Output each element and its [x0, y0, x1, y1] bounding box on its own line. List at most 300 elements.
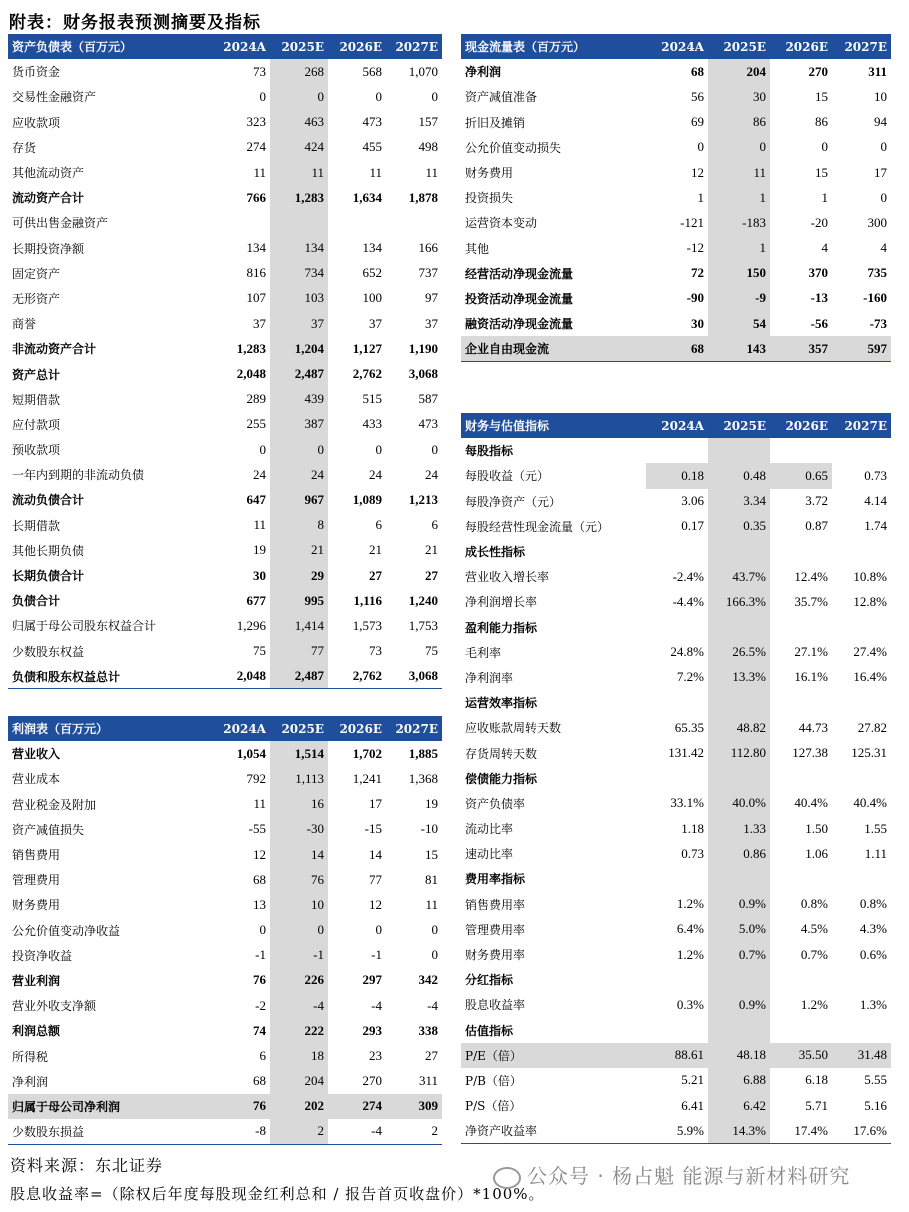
row-label: 净利润: [465, 65, 502, 80]
cell-value: 0: [259, 88, 266, 104]
cell-value: 75: [253, 643, 266, 659]
row-label: 负债和股东权益总计: [8, 664, 218, 689]
table-row: [8, 766, 442, 791]
cell-value: 4: [880, 240, 887, 256]
cell-value: 323: [246, 114, 266, 130]
cell-value: 1,113: [270, 766, 328, 791]
cell-value: 311: [868, 63, 887, 79]
table-row: [461, 740, 891, 765]
table-row: [8, 311, 442, 336]
table-row: [461, 892, 891, 917]
table-row: [8, 84, 442, 109]
cell-value: 1.2%: [800, 996, 828, 1012]
cell-value: 11: [253, 796, 266, 812]
row-label: 商誉: [12, 317, 37, 332]
cell-value: 816: [246, 265, 266, 281]
cell-value: 21: [270, 538, 328, 563]
cell-value: 24: [425, 466, 438, 482]
cell-value: 16.1%: [794, 669, 828, 685]
cell-value: 40.4%: [794, 795, 828, 811]
row-label: 营业利润: [12, 973, 61, 988]
cell-value: 11: [708, 160, 770, 185]
row-label: 盈利能力指标: [465, 620, 538, 635]
table-row: [461, 110, 891, 135]
cell-value: 33.1%: [670, 795, 704, 811]
cell-value: 68: [253, 1073, 266, 1089]
cell-value: 3,068: [386, 664, 442, 689]
cell-value: [328, 210, 386, 235]
cell-value: 1,753: [408, 617, 438, 633]
cell-value: 1.11: [864, 845, 887, 861]
cell-value: 157: [418, 114, 438, 130]
row-label: 预收款项: [12, 443, 61, 458]
row-label: 长期投资净额: [12, 241, 85, 256]
header-cell: 2024A: [218, 716, 270, 741]
cell-value: 0.73: [681, 845, 704, 861]
cell-value: 131.42: [668, 745, 704, 761]
cell-value: 0.8%: [859, 896, 887, 912]
cell-value: 21: [369, 542, 382, 558]
cell-value: 370: [808, 265, 828, 281]
cell-value: [770, 438, 832, 463]
row-label: 费用率指标: [465, 872, 526, 887]
cell-value: 2,762: [352, 366, 382, 382]
row-label: 归属于母公司净利润: [8, 1094, 218, 1119]
cell-value: 0: [697, 139, 704, 155]
row-label: P/S（倍）: [465, 1099, 522, 1114]
cell-value: 5.0%: [708, 917, 770, 942]
cell-value: 24.8%: [670, 644, 704, 660]
cell-value: 24: [253, 466, 266, 482]
wechat-icon: [493, 1167, 521, 1189]
cell-value: 0: [880, 189, 887, 205]
cell-value: 6.4%: [676, 921, 704, 937]
cell-value: 6: [259, 1048, 266, 1064]
table-row: [8, 867, 442, 892]
table-row: [461, 715, 891, 740]
table-row: [461, 640, 891, 665]
cell-value: 31.48: [832, 1043, 891, 1068]
cell-value: 309: [386, 1094, 442, 1119]
cell-value: 27.1%: [794, 644, 828, 660]
cell-value: 1.18: [681, 820, 704, 836]
table-row: [8, 236, 442, 261]
cell-value: 677: [246, 592, 266, 608]
cell-value: 19: [253, 542, 266, 558]
cell-value: 473: [362, 114, 382, 130]
table-row: [461, 690, 891, 715]
cell-value: -73: [869, 315, 887, 331]
row-label: 所得税: [12, 1049, 49, 1064]
cell-value: 1,204: [270, 336, 328, 361]
cell-value: -183: [708, 210, 770, 235]
table-row: [461, 135, 891, 160]
cell-value: 4.14: [864, 493, 887, 509]
cell-value: [646, 615, 708, 640]
cell-value: [646, 438, 708, 463]
table-row: [8, 563, 442, 588]
cell-value: 463: [270, 110, 328, 135]
cell-value: 0.8%: [800, 896, 828, 912]
table-row: [8, 210, 442, 235]
cell-value: 647: [246, 491, 266, 507]
cell-value: 1,885: [408, 745, 438, 761]
row-label: 资产减值损失: [12, 822, 85, 837]
row-label: 非流动资产合计: [12, 342, 97, 357]
table-row: [461, 564, 891, 589]
cell-value: 1,070: [408, 63, 438, 79]
header-cell: 2024A: [218, 34, 270, 59]
cell-value: 15: [425, 846, 438, 862]
cell-value: 1,283: [270, 185, 328, 210]
cell-value: 134: [270, 236, 328, 261]
cell-value: 30: [691, 315, 704, 331]
table-header: [8, 34, 442, 59]
cell-value: 94: [874, 114, 887, 130]
row-label: 存货: [12, 140, 37, 155]
row-label: 财务费用率: [465, 948, 526, 963]
cell-value: 30: [253, 567, 266, 583]
row-label: 财务费用: [12, 898, 61, 913]
cell-value: 6: [375, 517, 382, 533]
row-label: 交易性金融资产: [12, 90, 97, 105]
row-label: 负债合计: [12, 594, 61, 609]
table-row: [8, 968, 442, 993]
table-row: [461, 463, 891, 488]
table-row: [8, 387, 442, 412]
row-label: 营业成本: [12, 772, 61, 787]
cell-value: 0: [259, 441, 266, 457]
cell-value: -2.4%: [672, 568, 704, 584]
row-label: 少数股东权益: [12, 644, 85, 659]
cell-value: -121: [680, 214, 704, 230]
table-row: [461, 589, 891, 614]
row-label: 应付款项: [12, 417, 61, 432]
cell-value: 3,068: [408, 366, 438, 382]
cell-value: 12: [369, 896, 382, 912]
cell-value: [770, 539, 832, 564]
cell-value: 766: [246, 189, 266, 205]
table-row: [8, 741, 442, 766]
cell-value: 5.55: [864, 1072, 887, 1088]
cell-value: 1: [697, 189, 704, 205]
table-row: [461, 438, 891, 463]
cell-value: 77: [369, 871, 382, 887]
table-row: [461, 210, 891, 235]
cell-value: 3.06: [681, 493, 704, 509]
cell-value: 4: [821, 240, 828, 256]
header-cell: 2025E: [270, 716, 328, 741]
row-label: 每股净资产（元）: [465, 494, 562, 509]
cell-value: 0: [375, 922, 382, 938]
cell-value: 37: [425, 315, 438, 331]
row-label: 少数股东损益: [8, 1119, 218, 1144]
table-row: [8, 412, 442, 437]
cell-value: 357: [770, 336, 832, 361]
cell-value: -4: [371, 997, 382, 1013]
row-label: 毛利率: [465, 645, 502, 660]
cell-value: 0: [270, 918, 328, 943]
cashflow-table: [461, 34, 891, 362]
cell-value: 18: [270, 1043, 328, 1068]
cell-value: [832, 1018, 891, 1043]
balance-sheet-table: [8, 34, 442, 689]
cell-value: 19: [425, 796, 438, 812]
cell-value: 455: [362, 139, 382, 155]
cell-value: 11: [253, 164, 266, 180]
row-label: 一年内到期的非流动负债: [12, 468, 145, 483]
table-row: [8, 1094, 442, 1119]
row-label: 每股指标: [465, 444, 514, 459]
cell-value: 3.72: [805, 493, 828, 509]
cell-value: 0: [270, 437, 328, 462]
cell-value: [218, 210, 270, 235]
cell-value: 1.06: [805, 845, 828, 861]
cell-value: -55: [248, 821, 266, 837]
cell-value: 202: [270, 1094, 328, 1119]
cell-value: -90: [686, 290, 704, 306]
cell-value: 473: [418, 416, 438, 432]
cell-value: 0.87: [805, 518, 828, 534]
cell-value: 0.86: [708, 841, 770, 866]
cell-value: 30: [708, 84, 770, 109]
cell-value: 29: [270, 563, 328, 588]
cell-value: 13: [253, 896, 266, 912]
cell-value: 0.48: [708, 463, 770, 488]
cell-value: 77: [270, 639, 328, 664]
cell-value: 2,048: [236, 366, 266, 382]
cell-value: 127.38: [792, 745, 828, 761]
cell-value: [832, 690, 891, 715]
cell-value: 35.50: [770, 1043, 832, 1068]
cell-value: [832, 438, 891, 463]
header-cell: 资产负债表（百万元）: [8, 34, 218, 59]
cell-value: 568: [362, 63, 382, 79]
cell-value: 1,414: [270, 613, 328, 638]
cell-value: 338: [418, 1022, 438, 1038]
cell-value: 2,487: [270, 664, 328, 689]
cell-value: 0.73: [864, 467, 887, 483]
cell-value: 297: [362, 972, 382, 988]
row-label: 利润总额: [12, 1024, 61, 1039]
table-row: [8, 59, 442, 84]
cell-value: 1,116: [353, 592, 382, 608]
table-row: [8, 513, 442, 538]
table-row: [461, 160, 891, 185]
cell-value: 1,213: [408, 491, 438, 507]
cell-value: 6: [431, 517, 438, 533]
cell-value: -20: [810, 214, 828, 230]
header-cell: 2027E: [832, 34, 891, 59]
cell-value: 0: [375, 441, 382, 457]
cell-value: 1,240: [408, 592, 438, 608]
cell-value: 387: [270, 412, 328, 437]
row-label: 分红指标: [465, 973, 514, 988]
cell-value: 48.18: [708, 1043, 770, 1068]
cell-value: 289: [246, 391, 266, 407]
table-row: [8, 792, 442, 817]
cell-value: 4.3%: [859, 921, 887, 937]
cell-value: 81: [425, 871, 438, 887]
table-row: [461, 816, 891, 841]
cell-value: 1,283: [236, 340, 266, 356]
cell-value: [646, 1018, 708, 1043]
row-label: 营业外收支净额: [12, 999, 97, 1014]
cell-value: 0: [259, 922, 266, 938]
row-label: 管理费用: [12, 873, 61, 888]
cell-value: 0: [375, 88, 382, 104]
table-row: [8, 462, 442, 487]
row-label: 营业税金及附加: [12, 797, 97, 812]
cell-value: 737: [418, 265, 438, 281]
table-row: [8, 160, 442, 185]
page-title: 附表：财务报表预测摘要及指标: [9, 13, 261, 33]
cell-value: 103: [270, 286, 328, 311]
row-label: 其他: [465, 241, 490, 256]
cell-value: 16.4%: [853, 669, 887, 685]
cell-value: 0: [880, 139, 887, 155]
table-row: [461, 917, 891, 942]
table-row: [8, 842, 442, 867]
row-label: 折旧及摊销: [465, 115, 526, 130]
header-cell: 2027E: [386, 34, 442, 59]
cell-value: [770, 866, 832, 891]
table-row: [8, 1018, 442, 1043]
cell-value: 44.73: [798, 719, 828, 735]
row-label: 营业收入: [12, 747, 61, 762]
cell-value: 1: [708, 236, 770, 261]
header-cell: 利润表（百万元）: [8, 716, 218, 741]
cell-value: 14.3%: [708, 1118, 770, 1143]
table-row: [8, 538, 442, 563]
cell-value: 16: [270, 792, 328, 817]
cell-value: 0: [431, 947, 438, 963]
table-row: [461, 942, 891, 967]
cell-value: 143: [708, 336, 770, 361]
cell-value: 10: [874, 88, 887, 104]
cell-value: 40.0%: [708, 791, 770, 816]
cell-value: 73: [253, 63, 266, 79]
cell-value: -15: [364, 821, 382, 837]
cell-value: 10: [270, 892, 328, 917]
cell-value: 1,089: [352, 491, 382, 507]
table-header: [461, 413, 891, 438]
cell-value: 792: [246, 770, 266, 786]
table-row: [461, 1093, 891, 1118]
cell-value: 6.41: [681, 1097, 704, 1113]
cell-value: 424: [270, 135, 328, 160]
table-row: [8, 110, 442, 135]
cell-value: 134: [246, 240, 266, 256]
cell-value: 27: [425, 567, 438, 583]
table-row: [8, 1069, 442, 1094]
cell-value: 5.21: [681, 1072, 704, 1088]
watermark-text: 公众号 · 杨占魁 能源与新材料研究: [527, 1164, 851, 1188]
cell-value: 268: [270, 59, 328, 84]
cell-value: 166: [418, 240, 438, 256]
cell-value: 1,702: [352, 745, 382, 761]
table-header: [8, 716, 442, 741]
row-label: 偿债能力指标: [465, 771, 538, 786]
cell-value: 1,296: [236, 617, 266, 633]
cell-value: [646, 967, 708, 992]
table-row: [8, 437, 442, 462]
cell-value: 48.82: [708, 715, 770, 740]
cell-value: 587: [418, 391, 438, 407]
cell-value: -1: [270, 943, 328, 968]
row-label: P/E（倍）: [461, 1043, 646, 1068]
cell-value: 1,127: [352, 340, 382, 356]
cell-value: 7.2%: [676, 669, 704, 685]
header-cell: 2026E: [328, 34, 386, 59]
income-statement-table: [8, 716, 442, 1145]
cell-value: 27: [369, 567, 382, 583]
cell-value: 43.7%: [708, 564, 770, 589]
cell-value: 65.35: [674, 719, 704, 735]
row-label: 销售费用率: [465, 897, 526, 912]
source-note: 资料来源：东北证券: [10, 1156, 164, 1175]
cell-value: 68: [646, 336, 708, 361]
cell-value: 1.2%: [676, 896, 704, 912]
cell-value: [832, 539, 891, 564]
cell-value: 11: [425, 896, 438, 912]
cell-value: 0.7%: [708, 942, 770, 967]
cell-value: 342: [418, 972, 438, 988]
cell-value: -4.4%: [672, 593, 704, 609]
cell-value: [770, 967, 832, 992]
cell-value: [708, 615, 770, 640]
cell-value: [770, 766, 832, 791]
row-label: 归属于母公司股东权益合计: [12, 619, 157, 634]
table-row: [8, 185, 442, 210]
cell-value: 134: [362, 240, 382, 256]
cell-value: 274: [246, 139, 266, 155]
cell-value: 0.65: [770, 463, 832, 488]
table-row: [461, 84, 891, 109]
table-row: [8, 1043, 442, 1068]
cell-value: 0: [431, 88, 438, 104]
cell-value: -1: [255, 947, 266, 963]
cell-value: 1.33: [708, 816, 770, 841]
cell-value: [270, 210, 328, 235]
cell-value: [646, 690, 708, 715]
table-row: [8, 817, 442, 842]
cell-value: [770, 1018, 832, 1043]
row-label: 长期借款: [12, 518, 61, 533]
cell-value: 2,762: [328, 664, 386, 689]
cell-value: 5.71: [805, 1097, 828, 1113]
cell-value: 0.7%: [800, 946, 828, 962]
cell-value: [386, 210, 442, 235]
table-row: [8, 361, 442, 386]
cell-value: 17.6%: [832, 1118, 891, 1143]
row-label: 投资损失: [465, 191, 514, 206]
table-row: [8, 892, 442, 917]
table-row: [461, 336, 891, 361]
cell-value: 17.4%: [770, 1118, 832, 1143]
cell-value: 27: [425, 1048, 438, 1064]
cell-value: [770, 690, 832, 715]
cell-value: -4: [270, 993, 328, 1018]
cell-value: 734: [270, 261, 328, 286]
cell-value: 1,634: [352, 189, 382, 205]
cell-value: 17: [369, 796, 382, 812]
row-label: 经营活动净现金流量: [465, 266, 574, 281]
cell-value: 270: [362, 1073, 382, 1089]
cell-value: [832, 766, 891, 791]
table-row: [8, 588, 442, 613]
cell-value: [832, 866, 891, 891]
